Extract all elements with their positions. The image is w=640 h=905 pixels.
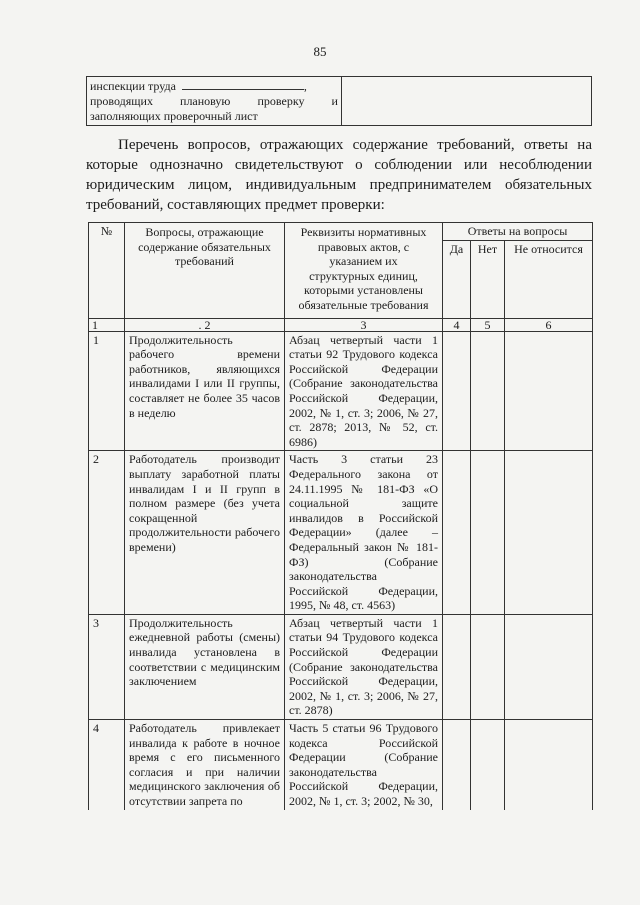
answer-yes-cell[interactable]: [443, 331, 471, 451]
inspector-line-2: [90, 94, 338, 109]
inspector-info-cell: [87, 77, 342, 126]
answer-not-applicable-cell[interactable]: [505, 331, 593, 451]
answer-no-cell[interactable]: [471, 331, 505, 451]
column-number: 1: [89, 318, 125, 331]
column-number-row: [89, 318, 593, 331]
table-row: [89, 614, 593, 719]
word: плановую: [180, 94, 231, 108]
row-number: 4: [89, 720, 125, 810]
row-requisites: Абзац четвертый части 1 статьи 94 Трудового кодекса Российской Федерации (Собрание законодательства Российской Федерации, 2002, № 1, ст. 3; 2006, № 27, ст. 2878): [285, 614, 443, 719]
word: проводящих: [90, 94, 153, 108]
inspector-line-3: заполняющих проверочный лист: [90, 109, 258, 123]
header-row-1: [89, 223, 593, 241]
column-number: 3: [285, 318, 443, 331]
row-requisites: Часть 3 статьи 23 Федерального закона от 24.11.1995 № 181-ФЗ «О социальной защите инвалидов в Российской Федерации» (далее – Федеральный закон № 181-ФЗ) (Собрание законодательства Российской Федерации, 1995, № 48, ст. 4563): [285, 451, 443, 615]
row-number: 2: [89, 451, 125, 615]
header-no: №: [89, 223, 125, 319]
header-not-applicable: Не относится: [505, 240, 593, 318]
answer-no-cell[interactable]: [471, 614, 505, 719]
row-number: 3: [89, 614, 125, 719]
answer-no-cell[interactable]: [471, 451, 505, 615]
answer-no-cell[interactable]: [471, 720, 505, 810]
answer-yes-cell[interactable]: [443, 720, 471, 810]
answer-not-applicable-cell[interactable]: [505, 451, 593, 615]
table-row: [89, 451, 593, 615]
intro-paragraph: Перечень вопросов, отражающих содержание требований, ответы на которые однозначно свидетельствуют о соблюдении или несоблюдении юридическим лицом, индивидуальным предпринимателем обязательных требований, составляющих предмет проверки:: [86, 137, 592, 213]
line-end-comma: ,: [303, 79, 307, 93]
table-row: [89, 331, 593, 451]
column-number: 6: [505, 318, 593, 331]
table-row: [89, 720, 593, 810]
inspector-line-1: [90, 78, 338, 94]
row-requisites: Абзац четвертый части 1 статьи 92 Трудового кодекса Российской Федерации (Собрание законодательства Российской Федерации, 2002, № 1, ст. 3; 2006, № 27, ст. 2878; 2013, № 52, ст. 6986): [285, 331, 443, 451]
blank-fill-line: [182, 78, 304, 90]
row-question: Продолжительность рабочего времени работников, являющихся инвалидами I или II группы, составляет не более 35 часов в неделю: [125, 331, 285, 451]
answer-yes-cell[interactable]: [443, 451, 471, 615]
word: проверку: [257, 94, 305, 108]
header-no-answer: Нет: [471, 240, 505, 318]
column-number: . 2: [125, 318, 285, 331]
row-number: 1: [89, 331, 125, 451]
header-answers: Ответы на вопросы: [443, 223, 593, 241]
header-requisites: Реквизиты нормативных правовых актов, с указанием их структурных единиц, которыми установлены обязательные требования: [285, 223, 443, 319]
word: и: [331, 94, 338, 108]
column-number: 5: [471, 318, 505, 331]
column-number: 4: [443, 318, 471, 331]
inspector-info-table: [86, 76, 592, 126]
checklist-table: [88, 222, 593, 810]
answer-yes-cell[interactable]: [443, 614, 471, 719]
page-number: 85: [313, 44, 327, 59]
answer-not-applicable-cell[interactable]: [505, 720, 593, 810]
inspector-value-cell: [342, 77, 592, 126]
row-requisites: Часть 5 статьи 96 Трудового кодекса Российской Федерации (Собрание законодательства Российской Федерации, 2002, № 1, ст. 3; 2002, № 30,: [285, 720, 443, 810]
row-question: Работодатель производит выплату заработной платы инвалидам I и II групп в полном размере (без учета сокращенной продолжительности рабочего времени): [125, 451, 285, 615]
row-question: Работодатель привлекает инвалида к работе в ночное время с его письменного согласия и при наличии медицинского заключения об отсутствии запрета по: [125, 720, 285, 810]
header-questions: Вопросы, отражающие содержание обязательных требований: [125, 223, 285, 319]
row-question: Продолжительность ежедневной работы (смены) инвалида установлена в соответствии с медицинским заключением: [125, 614, 285, 719]
header-yes: Да: [443, 240, 471, 318]
inspection-label: инспекции труда: [90, 79, 176, 93]
answer-not-applicable-cell[interactable]: [505, 614, 593, 719]
